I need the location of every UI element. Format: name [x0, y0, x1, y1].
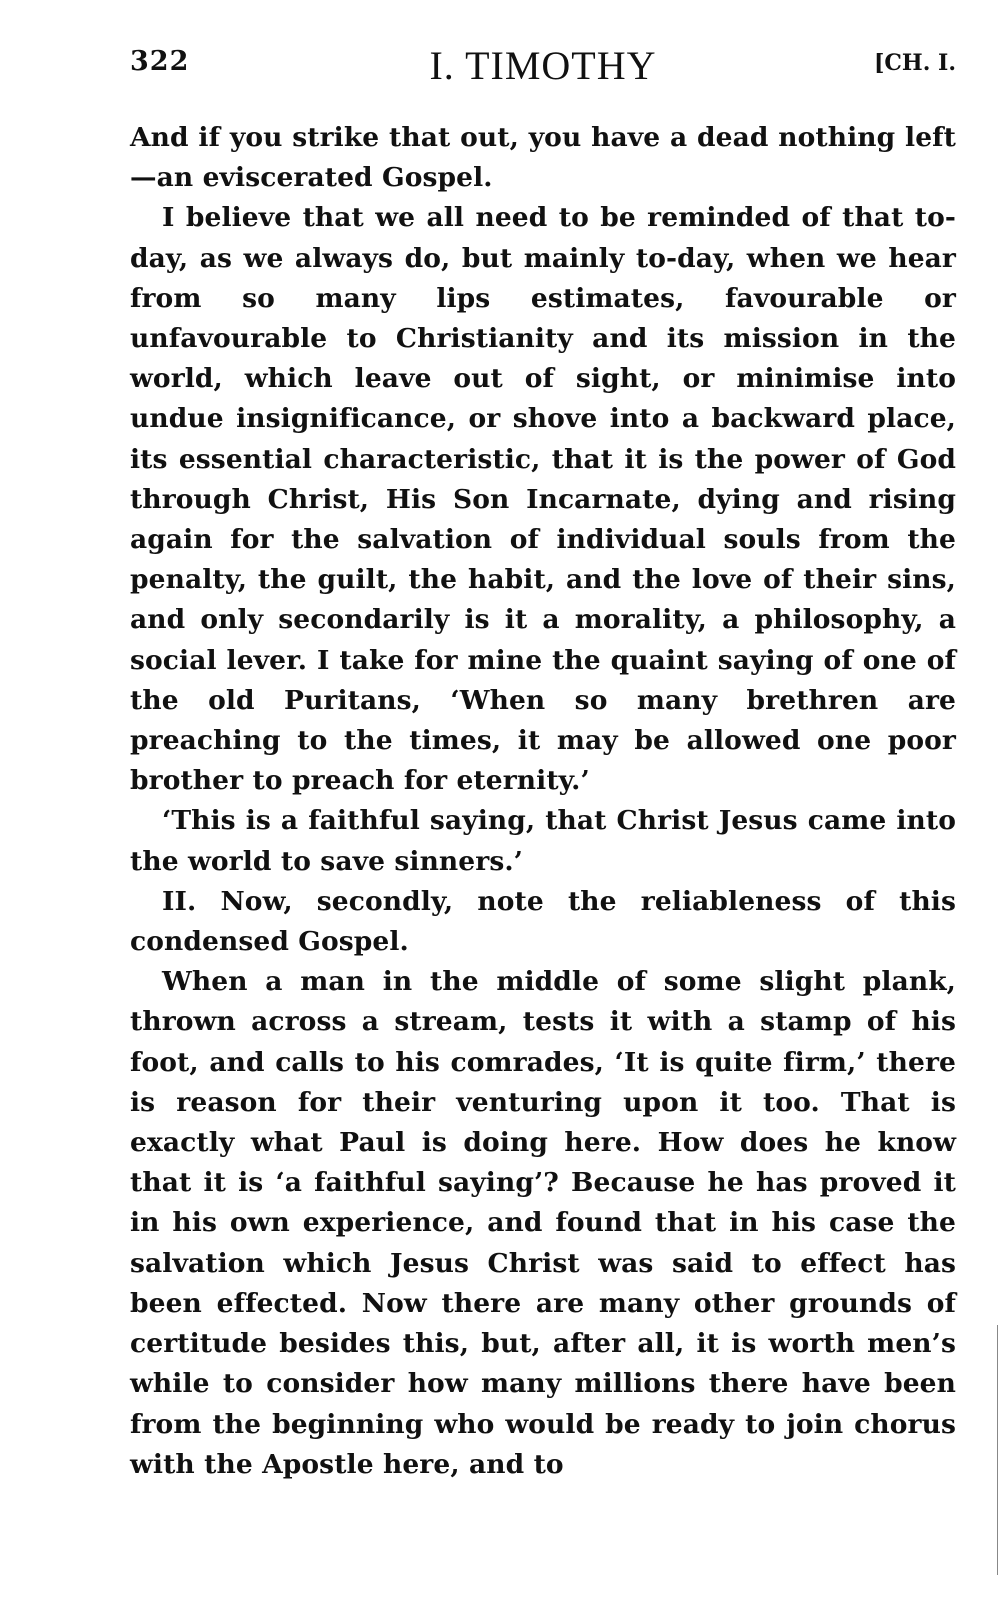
running-title: I. TIMOTHY [429, 43, 657, 88]
paragraph-plank-illustration: When a man in the middle of some slight plank, thrown across a stream, tests it with a stamp of his foot, and calls to his comrades, ‘It is quite firm,’ there is reason for their venturing upon it too. That is exactly what Paul is doing here. How does he know that it is ‘a faithful saying’? Because he has proved it in his own experience, and found that in his case the salvation which Jesus Christ was said to effect has been effected. Now there are many other grounds of certitude besides this, but, after all, it is worth men’s while to consider how many millions there have been from the beginning who would be ready to join chorus with the Apostle here, and to [130, 966, 956, 1480]
page-number: 322 [130, 46, 190, 77]
paragraph-faithful-saying-quote: ‘This is a faithful saying, that Christ Jesus came into the world to save sinners.’ [130, 805, 956, 877]
chapter-reference: [CH. I. [874, 50, 956, 76]
paragraph-essential-characteristic: I believe that we all need to be reminded of that to-day, as we always do, but mainly to-day, when we hear from so many lips estimates, favourable or unfavourable to Christianity and its mission in the world, which leave out of sight, or minimise into undue insignificance, or shove into a backward place, its essential characteristic, that it is the power of God through Christ, His Son Incarnate, dying and rising again for the salvation of individual souls from the penalty, the guilt, the habit, and the love of their sins, and only secondarily is it a morality, a philosophy, a social lever. I take for mine the quaint saying of one of the old Puritans, ‘When so many brethren are preaching to the times, it may be allowed one poor brother to preach for eternity.’ [130, 202, 956, 797]
page-edge-line [997, 1325, 998, 1575]
page-header [130, 38, 956, 96]
book-page [130, 38, 956, 1485]
paragraph-continuation: And if you strike that out, you have a dead nothing left—an eviscerated Gospel. [130, 122, 956, 194]
paragraph-section-two-heading: II. Now, secondly, note the reliableness of this condensed Gospel. [130, 885, 956, 958]
